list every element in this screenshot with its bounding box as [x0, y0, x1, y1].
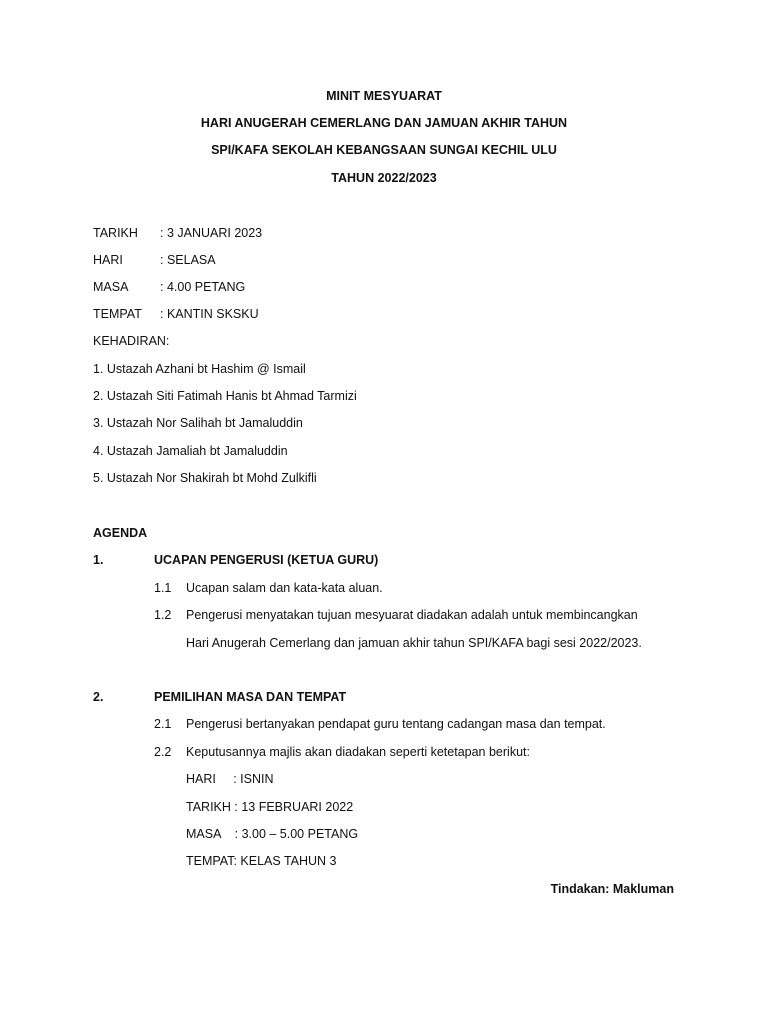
sub-item-text: Pengerusi menyatakan tujuan mesyuarat diadakan adalah untuk membincangkan	[186, 608, 638, 622]
attendance-heading: KEHADIRAN:	[93, 334, 170, 348]
doc-title: MINIT MESYUARAT	[326, 89, 442, 103]
sub-item-number: 2.2	[154, 745, 172, 759]
sub-item-number: 1.1	[154, 581, 172, 595]
attendee-item: 2. Ustazah Siti Fatimah Hanis bt Ahmad Tarmizi	[93, 389, 357, 403]
meta-value-hari: : SELASA	[160, 253, 216, 267]
attendee-item: 5. Ustazah Nor Shakirah bt Mohd Zulkifli	[93, 471, 317, 485]
school-name: SPI/KAFA SEKOLAH KEBANGSAAN SUNGAI KECHIL ULU	[211, 143, 557, 157]
sub-item-number: 2.1	[154, 717, 172, 731]
detail-tempat: TEMPAT: KELAS TAHUN 3	[186, 854, 337, 868]
sub-item-text: Pengerusi bertanyakan pendapat guru tentang cadangan masa dan tempat.	[186, 717, 606, 731]
attendee-item: 4. Ustazah Jamaliah bt Jamaluddin	[93, 444, 288, 458]
agenda-heading: AGENDA	[93, 526, 148, 540]
attendee-item: 1. Ustazah Azhani bt Hashim @ Ismail	[93, 362, 306, 376]
agenda-item-2-title: PEMILIHAN MASA DAN TEMPAT	[154, 690, 347, 704]
event-title: HARI ANUGERAH CEMERLANG DAN JAMUAN AKHIR TAHUN	[200, 116, 568, 130]
meta-label-masa: MASA	[93, 280, 129, 294]
sub-item-continuation: Hari Anugerah Cemerlang dan jamuan akhir tahun SPI/KAFA bagi sesi 2022/2023.	[186, 636, 642, 650]
sub-item-text: Keputusannya majlis akan diadakan seperti ketetapan berikut:	[186, 745, 530, 759]
sub-item-text: Ucapan salam dan kata-kata aluan.	[186, 581, 383, 595]
meta-value-masa: : 4.00 PETANG	[160, 280, 246, 294]
sub-item-number: 1.2	[154, 608, 172, 622]
meta-value-tarikh: : 3 JANUARI 2023	[160, 226, 263, 240]
agenda-item-1-title: UCAPAN PENGERUSI (KETUA GURU)	[154, 553, 379, 567]
meta-label-tarikh: TARIKH	[93, 226, 138, 240]
detail-hari: HARI : ISNIN	[186, 772, 274, 786]
meta-value-tempat: : KANTIN SKSKU	[160, 307, 259, 321]
detail-tarikh: TARIKH : 13 FEBRUARI 2022	[186, 800, 354, 814]
attendee-item: 3. Ustazah Nor Salihah bt Jamaluddin	[93, 416, 303, 430]
agenda-item-2-number: 2.	[93, 690, 104, 704]
meta-label-hari: HARI	[93, 253, 123, 267]
detail-masa: MASA : 3.00 – 5.00 PETANG	[186, 827, 359, 841]
session-year: TAHUN 2022/2023	[331, 171, 437, 185]
action-note: Tindakan: Makluman	[550, 882, 674, 896]
meta-label-tempat: TEMPAT	[93, 307, 142, 321]
agenda-item-1-number: 1.	[93, 553, 104, 567]
